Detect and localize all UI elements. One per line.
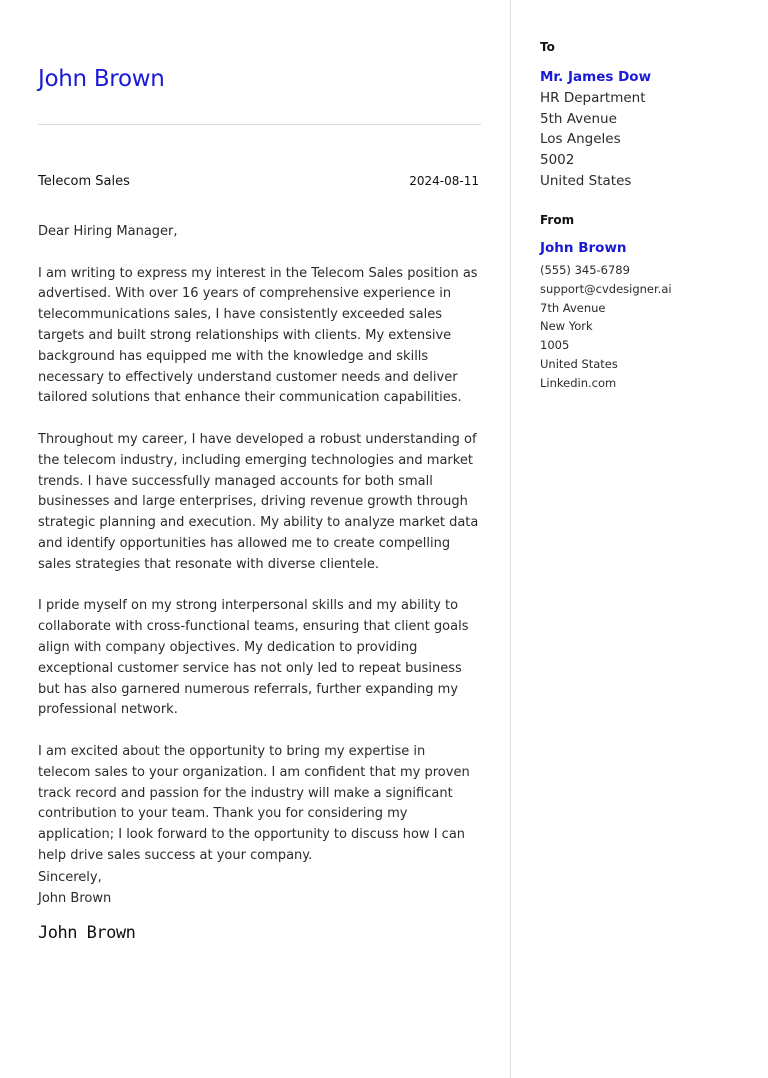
to-label: To (540, 40, 555, 54)
closing-phrase: Sincerely, (38, 870, 102, 885)
sender-street: 7th Avenue (540, 300, 606, 315)
sender-name: John Brown (540, 240, 627, 256)
letter-date: 2024-08-11 (409, 174, 479, 188)
recipient-zip: 5002 (540, 152, 575, 169)
sender-email[interactable]: support@cvdesigner.ai (540, 281, 672, 296)
sender-zip: 1005 (540, 338, 570, 353)
letter-main (38, 0, 481, 1078)
sender-city: New York (540, 319, 593, 334)
signature: John Brown (38, 923, 136, 943)
paragraph-2: Throughout my career, I have developed a robust understanding of the telecom industry, including emerging technologies and market trends. I have successfully managed accounts for both small businesses and large enterprises, driving revenue growth through strategic planning and execution. My ability to analyze market data and identify opportunities has allowed me to create compelling sales strategies that resonate with diverse clientele. (38, 431, 479, 572)
sender-linkedin[interactable]: Linkedin.com (540, 375, 617, 390)
greeting: Dear Hiring Manager, (38, 224, 178, 239)
paragraph-3: I pride myself on my strong interpersonal skills and my ability to collaborate with cross-functional teams, ensuring that client goals align with company objectives. My dedication to providing exceptional customer service has not only led to repeat business but has also garnered numerous referrals, further expanding my professional network. (38, 598, 469, 718)
from-label: From (540, 213, 575, 227)
sender-details (540, 261, 672, 393)
recipient-city: Los Angeles (540, 131, 621, 148)
paragraph-4: I am excited about the opportunity to bring my expertise in telecom sales to your organization. I am confident that my proven track record and passion for the industry will make a significant contribution to your team. Thank you for considering my application; I look forward to the opportunity to discuss how I can help drive sales success at your company. (38, 743, 470, 863)
recipient-street: 5th Avenue (540, 110, 617, 127)
recipient-country: United States (540, 172, 632, 189)
recipient-block (540, 67, 651, 192)
sender-phone: (555) 345-6789 (540, 263, 630, 277)
contact-sidebar (510, 0, 768, 1078)
recipient-name: Mr. James Dow (540, 69, 652, 85)
sender-country: United States (540, 356, 618, 371)
header-divider (38, 124, 481, 125)
closing-block (38, 867, 111, 909)
closing-name: John Brown (38, 891, 112, 906)
applicant-name: John Brown (38, 66, 165, 92)
letter-body (38, 222, 481, 888)
paragraph-1: I am writing to express my interest in the Telecom Sales position as advertised. With over 16 years of comprehensive experience in telecommunications sales, I have consistently exceeded sales targets and built strong relationships with clients. My extensive background has equipped me with the knowledge and skills necessary to effectively understand customer needs and deliver tailored solutions that enhance their communication capabilities. (38, 265, 478, 406)
job-title: Telecom Sales (38, 174, 130, 189)
recipient-department: HR Department (540, 89, 646, 106)
